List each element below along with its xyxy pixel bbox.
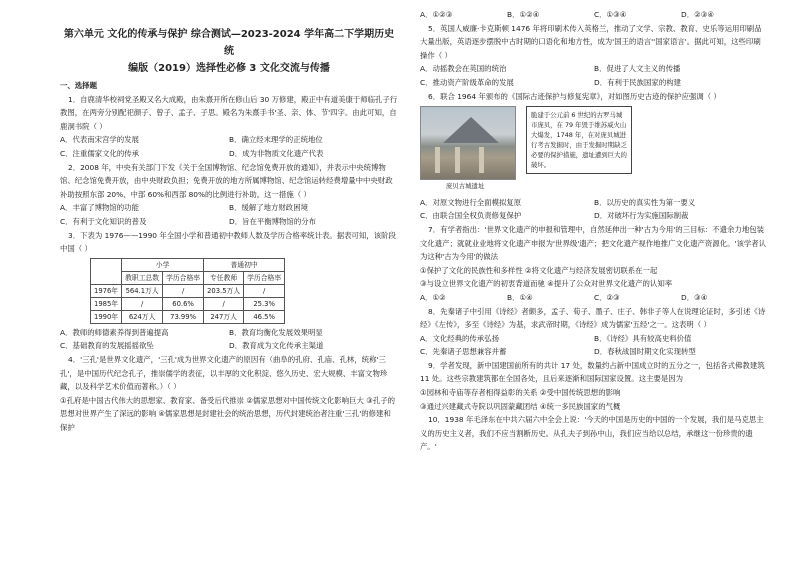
question-7-stem: 7．有学者指出：'世界文化遗产的申报和管理中，自然延伸出一种'古为今用'的三目标：不遗余力地包装文化遗产；就就业业地将文化遗产申报为'世界级'遗产；把文化遗产视作地推广文化遗产资源化。'该学者认为这种'古为今用'的做法: [420, 224, 767, 262]
table-cell: /: [163, 284, 204, 297]
question-4-statements: ①孔府是中国古代伟大的思想家、教育家、备受后代推崇 ②儒家思想对中国传统文化影响巨大 ③孔子的思想对世界产生了深远的影响 ④儒家思想是封建社会的统治思想，历代封建统治者注重'三孔'的修建和保护: [60, 395, 395, 432]
right-column: [420, 8, 768, 454]
title-line-1: 第六单元 文化的传承与保护 综合测试—2023-2024 学年高二下学期历史统: [63, 29, 395, 57]
option: D．有利于民族国家的构建: [594, 77, 681, 87]
question-5-stem: 5．英国人威廉·卡克斯顿 1476 年将印刷术传入英格兰，推动了文学、宗教、教育、史乐等运用印刷品大量出版，英语逐步摆脱中古时期的口语化和地方性，成为'国王的语言''国家语言'。据此可知，这些印刷操作（ ）: [420, 23, 762, 60]
option: D．春秋战国时期文化实现转型: [594, 347, 696, 357]
option: C．注重儒家文化的传承: [60, 148, 140, 158]
option: B．确立经末理学的正统地位: [229, 135, 323, 145]
left-column: [60, 8, 398, 434]
question-9-stem: 9．学者发现，新中国建国前所有的共计 17 处，数量约占新中国成立时的五分之一，包括各式佛教建筑 11 处。这些宗教建筑都在全国各处，且后来逐渐和国际国家设置。这主要是因为: [420, 360, 765, 384]
question-4-options: [420, 8, 768, 22]
table-col-header: 学历合格率: [244, 271, 285, 284]
option: B．缓解了地方财政困境: [229, 203, 308, 213]
option: B．教育均衡化发展效果明显: [229, 327, 323, 337]
page-title: [60, 26, 398, 77]
table-corner-cell: [91, 258, 122, 284]
option: A．文化经典的传承弘扬: [420, 333, 499, 343]
option: D．旨在平衡博物馆的分布: [229, 216, 316, 226]
table-cell: 564.1万人: [122, 284, 163, 297]
table-cell: 60.6%: [163, 297, 204, 310]
option: B．以历史的真实性为第一要义: [594, 197, 696, 207]
column-shape: [479, 147, 484, 173]
question-8-stem: 8．先秦诸子中引用《诗经》者颇多，孟子、荀子、墨子、庄子、韩非子等人在说理论证时，多引述《诗经》《左传》，多至《诗经》为基，求武帝时期，《诗经》成为儒家'五经'之一。这表明（ ）: [420, 306, 766, 330]
question-2-stem: 2．2008 年，中央有关部门下发《关于全国博物馆、纪念馆免费开放的通知》，并表示中央统博物馆、纪念馆免费开放，由中央财政负担；免费开放的地方所属博物馆、纪念馆运转经费增量中中央财政补助按照东部 20%、中部 60%和西部 80%的比例进行补助。这一措施（ ）: [60, 162, 393, 199]
option: C．先秦诸子思想兼容并蓄: [420, 347, 507, 357]
table-cell: 73.99%: [163, 310, 204, 323]
option: B．①②④: [507, 10, 540, 19]
question-3-stem: 3．下表为 1976——1990 年全国小学和普通初中教师人数及学历合格率统计表。据表可知，该阶段中国（ ）: [60, 230, 396, 254]
pompeii-photo: [420, 106, 516, 180]
question-7-statement: ①保护了文化的民族性和多样性 ②将文化遗产与经济发展密切联系在一起: [420, 265, 658, 275]
question-7-statement: ③与设立世界文化遗产的初衷背道而驰 ④提升了公众对世界文化遗产的认知率: [420, 279, 673, 289]
option: B．促进了人文主义的传播: [594, 64, 681, 74]
table-group-header: 普通初中: [204, 258, 285, 271]
question-3-options: [60, 326, 398, 353]
table-year: 1990年: [91, 310, 122, 323]
question-1-options: [60, 133, 398, 160]
table-col-header: 教职工总数: [122, 271, 163, 284]
option: C．推动资产阶级革命的发展: [420, 77, 514, 87]
option: C．有利于文化知识的普及: [60, 216, 147, 226]
option: C．①③④: [594, 10, 627, 19]
option: D．成为非物质文化遗产代表: [229, 148, 324, 158]
question-1-stem: 1．自鹿清华校祠党圣殿又名大成殿，由朱熹开所在修山后 30 万修建，殿正中有道美康于师临孔子行教图，在两旁分别配祀颜子、曾子、孟子、子思。殿名为朱熹手书'圣、亲、体、节'四字。由此可知，自鹿洞书院（ ）: [60, 94, 398, 131]
table-cell: /: [244, 284, 285, 297]
table-cell: /: [122, 297, 163, 310]
option: D．③④: [681, 292, 708, 302]
question-9-statement: ①园林和寺庙等存者相得益彰的关系 ②受中国传统思想的影响: [420, 388, 621, 398]
statistics-table: [90, 258, 285, 324]
option: A．①②③: [420, 10, 453, 19]
table-header-row: [91, 258, 285, 271]
question-6-figure: [420, 106, 768, 194]
option: B．①④: [507, 292, 533, 302]
option: C．②③: [594, 292, 620, 302]
photo-block: [420, 106, 516, 194]
section-label: 一、选择题: [60, 81, 97, 90]
option: A．丰富了博物馆的功能: [60, 203, 139, 213]
option: A．代表南宋宫学的发展: [60, 135, 139, 145]
table-row: [91, 310, 285, 323]
option: B．《诗经》具有较高史料价值: [594, 333, 692, 343]
question-6-options: [420, 196, 768, 223]
table-cell: 46.5%: [244, 310, 285, 323]
option: D．教育成为文化传承主渠道: [229, 341, 324, 351]
option: A．动摇教会在英国的统治: [420, 64, 507, 74]
table-year: 1976年: [91, 284, 122, 297]
table-cell: 203.5万人: [204, 284, 244, 297]
option: C．基础教育的发展摇摇欲坠: [60, 341, 154, 351]
table-col-header: 专任教师: [204, 271, 244, 284]
table-row: [91, 284, 285, 297]
volcano-shape: [443, 117, 499, 143]
table-row: [91, 297, 285, 310]
column-shape: [455, 147, 460, 173]
table-cell: /: [204, 297, 244, 310]
question-5-options: [420, 62, 768, 89]
table-cell: 25.3%: [244, 297, 285, 310]
photo-caption: 庞贝古城遗址: [446, 182, 485, 191]
option: D．对破坏行为实施国际制裁: [594, 211, 689, 221]
question-10-stem: 10．1938 年毛泽东在中共六届六中全会上说：'今天的中国是历史的中国的一个发展，我们是马克思主义的历史主义者，我们不应当割断历史。从孔夫子到孙中山，我们应当给以总结，承继这一份珍贵的遗产。': [420, 415, 764, 452]
table-year: 1985年: [91, 297, 122, 310]
column-shape: [435, 147, 440, 173]
quote-box: 脆建于公元前 6 世纪的古罗马城市庞贝，在 79 年毁于维苏威火山大爆发，1748 年，在对庞贝城进行考古发掘时，由于发掘时期缺乏必要的保护措施，遗址遭到巨大的破坏。: [526, 106, 632, 174]
table-col-header: 学历合格率: [163, 271, 204, 284]
option: A．①②: [420, 292, 446, 302]
option: C．由联合国全权负责修复保护: [420, 211, 522, 221]
table-group-header: 小学: [122, 258, 204, 271]
table-cell: 624万人: [122, 310, 163, 323]
question-4-stem: 4．'三孔'是世界文化遗产，'三孔'成为世界文化遗产的原因有（曲阜的孔府、孔庙、孔林，统称'三孔'，是中国历代纪念孔子，推崇儒学的表征，以丰厚的文化积淀、悠久历史、宏大规模、丰富文物珍藏，以及科学艺术价值而著称。）（ ）: [60, 354, 388, 392]
question-7-options: [420, 291, 768, 305]
question-2-options: [60, 201, 398, 228]
option: D．②③④: [681, 10, 714, 19]
question-9-statement: ③通过兴建藏式寺院以巩固蒙藏团结 ④统一多民族国家的气概: [420, 401, 621, 411]
option: A．对原文物进行全面模拟复原: [420, 197, 522, 207]
question-8-options: [420, 332, 768, 359]
question-6-stem: 6．联合 1964 年颁布的《国际古迹保护与修复宪章》，对如图历史古迹的保护应强调（ ）: [428, 91, 721, 101]
option: A．教师的师德素养得到普遍提高: [60, 327, 169, 337]
table-cell: 247万人: [204, 310, 244, 323]
title-line-2: 编版（2019）选择性必修 3 文化交流与传播: [128, 63, 330, 74]
